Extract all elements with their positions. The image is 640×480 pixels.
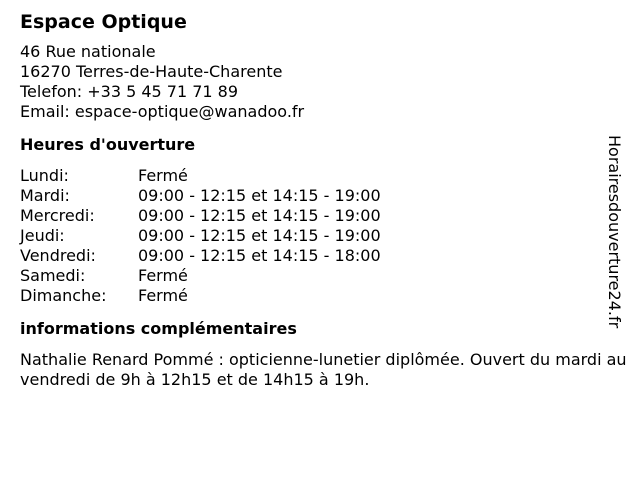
- day-hours: 09:00 - 12:15 et 14:15 - 19:00: [138, 186, 381, 205]
- hours-row-wednesday: [20, 206, 630, 226]
- day-label: Dimanche:: [20, 286, 107, 305]
- day-hours: 09:00 - 12:15 et 14:15 - 19:00: [138, 206, 381, 225]
- business-card: [20, 10, 630, 390]
- day-hours: 09:00 - 12:15 et 14:15 - 18:00: [138, 246, 381, 265]
- hours-row-monday: [20, 166, 630, 186]
- address-line-city: 16270 Terres-de-Haute-Charente: [20, 62, 283, 81]
- hours-row-tuesday: [20, 186, 630, 206]
- hours-row-sunday: [20, 286, 630, 306]
- hours-row-saturday: [20, 266, 630, 286]
- day-label: Jeudi:: [20, 226, 65, 245]
- business-name: Espace Optique: [20, 11, 187, 33]
- hours-row-friday: [20, 246, 630, 266]
- hours-table: [20, 166, 630, 306]
- phone-number: Telefon: +33 5 45 71 71 89: [20, 82, 239, 101]
- day-label: Vendredi:: [20, 246, 96, 265]
- day-label: Samedi:: [20, 266, 86, 285]
- day-label: Mercredi:: [20, 206, 95, 225]
- hours-heading: Heures d'ouverture: [20, 135, 196, 154]
- day-label: Mardi:: [20, 186, 70, 205]
- watermark-text: Horairesdouverture24.fr: [605, 135, 624, 329]
- email-address: Email: espace-optique@wanadoo.fr: [20, 102, 305, 121]
- info-text: Nathalie Renard Pommé : opticienne-lunetier diplômée. Ouvert du mardi au vendredi de 9h à 12h15 et de 14h15 à 19h.: [20, 350, 627, 389]
- info-heading: informations complémentaires: [20, 319, 297, 338]
- day-hours: Fermé: [138, 266, 188, 285]
- address-line-street: 46 Rue nationale: [20, 42, 156, 61]
- day-label: Lundi:: [20, 166, 69, 185]
- day-hours: Fermé: [138, 286, 188, 305]
- day-hours: 09:00 - 12:15 et 14:15 - 19:00: [138, 226, 381, 245]
- hours-row-thursday: [20, 226, 630, 246]
- day-hours: Fermé: [138, 166, 188, 185]
